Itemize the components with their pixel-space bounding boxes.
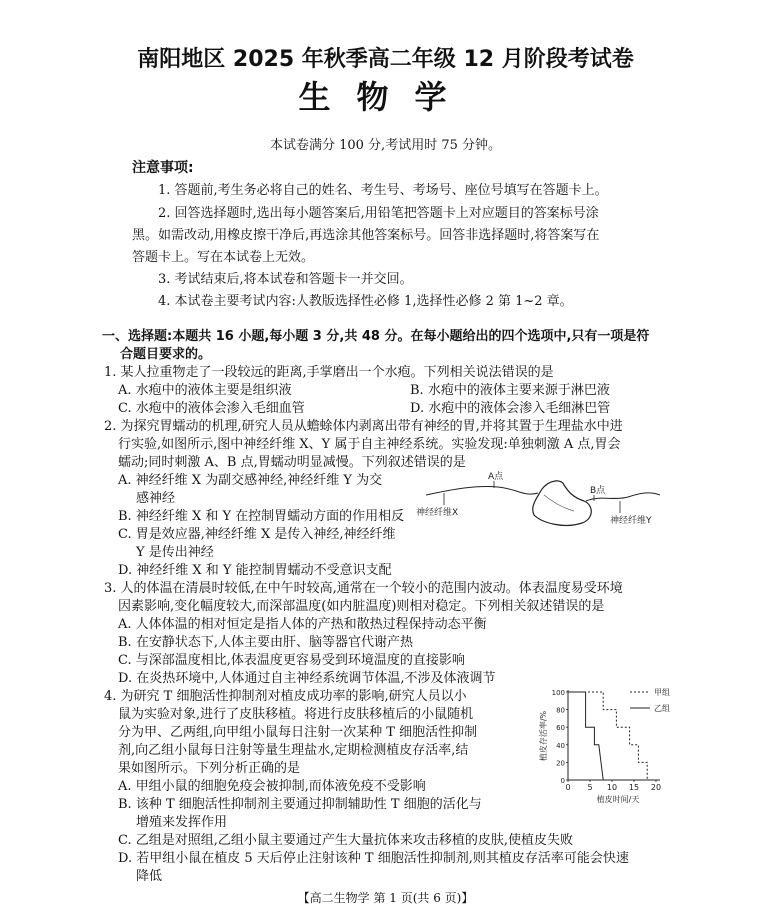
q4-stem-2: 鼠为实验对象,进行了皮肤移植。将进行皮肤移植后的小鼠随机	[118, 707, 474, 722]
q3-option-b: B. 在安静状态下,人体主要由肝、脑等器官代谢产热	[118, 635, 413, 650]
x-tick-label-0: 0	[565, 783, 571, 792]
q1-stem: 1. 某人拉重物走了一段较远的距离,手掌磨出一个水疱。下列相关说法错误的是	[104, 365, 554, 380]
exam-info: 本试卷满分 100 分,考试用时 75 分钟。	[269, 138, 502, 153]
point-a-label: A点	[488, 472, 504, 482]
x-tick-label-1: 5	[587, 783, 593, 792]
q4-option-d-cont: 降低	[136, 869, 163, 884]
x-tick-label-4: 20	[650, 783, 662, 792]
point-b-label: B点	[590, 486, 606, 496]
q1-option-c: C. 水疱中的液体会渗入毛细血管	[118, 401, 305, 416]
q4-option-b-cont: 增殖来发挥作用	[136, 815, 228, 830]
y-tick-label-2: 40	[556, 741, 565, 750]
q2-option-c-cont: Y 是传出神经	[136, 545, 214, 560]
q2-option-c: C. 胃是效应器,神经纤维 X 是传入神经,神经纤维	[118, 527, 396, 542]
q1-option-a: A. 水疱中的液体主要是组织液	[118, 383, 292, 398]
q3-option-a: A. 人体体温的相对恒定是指人体的产热和散热过程保持动态平衡	[118, 617, 487, 632]
nerve-fiber-x-line	[426, 486, 538, 495]
q3-stem-2: 因素影响,变化幅度较大,而深部温度(如内脏温度)则相对稳定。下列相关叙述错误的是	[118, 599, 605, 614]
section-heading: 一、选择题:本题共 16 小题,每小题 3 分,共 48 分。在每小题给出的四个选项中,只有一项是符	[102, 329, 650, 344]
q2-stem-1: 2. 为探究胃蠕动的机理,研究人员从蟾蜍体内剥离出带有神经的胃,并将其置于生理盐水中进	[104, 419, 623, 434]
y-tick-label-3: 60	[556, 724, 565, 733]
q4-option-d: D. 若甲组小鼠在植皮 5 天后停止注射该种 T 细胞活性抑制剂,则其植皮存活率可能会快速	[118, 851, 629, 866]
stomach-shape	[533, 481, 592, 526]
y-tick-label-4: 80	[556, 706, 565, 715]
page-footer: 【高二生物学 第 1 页(共 6 页)】	[297, 891, 474, 905]
q4-option-c: C. 乙组是对照组,乙组小鼠主要通过产生大量抗体来攻击移植的皮肤,使植皮失败	[118, 833, 574, 848]
notice-line-5: 3. 考试结束后,将本试卷和答题卡一并交回。	[158, 272, 413, 287]
q2-option-d: D. 神经纤维 X 和 Y 能控制胃蠕动不受意识支配	[118, 563, 392, 578]
q4-option-b: B. 该种 T 细胞活性抑制剂主要通过抑制辅助性 T 细胞的活化与	[118, 797, 482, 812]
q3-stem-1: 3. 人的体温在清晨时较低,在中午时较高,通常在一个较小的范围内波动。体表温度易受环境	[104, 581, 623, 596]
notice-heading: 注意事项:	[132, 160, 194, 176]
notice-line-6: 4. 本试卷主要考试内容:人教版选择性必修 1,选择性必修 2 第 1~2 章。	[158, 294, 573, 309]
y-tick-label-0: 0	[560, 777, 565, 785]
q4-stem-5: 果如图所示。下列分析正确的是	[118, 761, 301, 776]
notice-line-4: 答题卡上。写在本试卷上无效。	[132, 250, 315, 265]
series-line-甲组	[568, 692, 656, 780]
y-tick-label-5: 100	[551, 689, 565, 697]
subject-title: 生物学	[298, 78, 473, 116]
legend-label-yi: 乙组	[654, 704, 670, 713]
x-axis-label: 植皮时间/天	[596, 795, 640, 804]
q4-stem-4: 剂,向乙组小鼠每日注射等量生理盐水,定期检测植皮存活率,结	[118, 743, 469, 758]
fiber-y-label: 神经纤维Y	[610, 516, 652, 526]
notice-line-3: 黑。如需改动,用橡皮擦干净后,再选涂其他答案标号。回答非选择题时,将答案写在	[132, 228, 600, 243]
notice-line-2: 2. 回答选择题时,选出每小题答案后,用铅笔把答题卡上对应题目的答案标号涂	[158, 206, 599, 221]
q2-stem-2: 行实验,如图所示,图中神经纤维 X、Y 属于自主神经系统。实验发现:单独刺激 A 点,胃会	[118, 437, 621, 452]
q2-option-b: B. 神经纤维 X 和 Y 在控制胃蠕动方面的作用相反	[118, 509, 405, 524]
q2-option-a: A. 神经纤维 X 为副交感神经,神经纤维 Y 为交	[118, 473, 383, 488]
y-axis-label: 植皮存活率/%	[539, 710, 548, 762]
fiber-x-label: 神经纤维X	[416, 508, 459, 518]
q2-stem-3: 蠕动;同时刺激 A、B 点,胃蠕动明显减慢。下列叙述错误的是	[118, 455, 466, 470]
q2-option-a-cont: 感神经	[136, 491, 176, 506]
q3-option-d: D. 在炎热环境中,人体通过自主神经系统调节体温,不涉及体液调节	[118, 671, 496, 686]
q1-option-d: D. 水疱中的液体会渗入毛细淋巴管	[410, 401, 611, 416]
q4-option-a: A. 甲组小鼠的细胞免疫会被抑制,而体液免疫不受影响	[118, 779, 426, 794]
q4-stem-1: 4. 为研究 T 细胞活性抑制剂对植皮成功率的影响,研究人员以小	[104, 689, 467, 704]
y-tick-label-1: 20	[556, 759, 565, 768]
stomach-nerve-figure	[414, 471, 674, 533]
q3-option-c: C. 与深部温度相比,体表温度更容易受到环境温度的直接影响	[118, 653, 465, 668]
series-line-乙组	[568, 692, 608, 780]
exam-title: 南阳地区 2025 年秋季高二年级 12 月阶段考试卷	[137, 47, 634, 72]
x-tick-label-2: 10	[606, 783, 618, 792]
q4-stem-3: 分为甲、乙两组,向甲组小鼠每日注射一次某种 T 细胞活性抑制	[118, 725, 478, 740]
q1-option-b: B. 水疱中的液体主要来源于淋巴液	[410, 383, 610, 398]
legend-label-jia: 甲组	[654, 688, 670, 697]
section-heading-cont: 合题目要求的。	[120, 347, 212, 362]
graft-survival-chart	[532, 684, 692, 804]
x-tick-label-3: 15	[628, 783, 640, 792]
notice-line-1: 1. 答题前,考生务必将自己的姓名、考生号、考场号、座位号填写在答题卡上。	[158, 183, 608, 198]
